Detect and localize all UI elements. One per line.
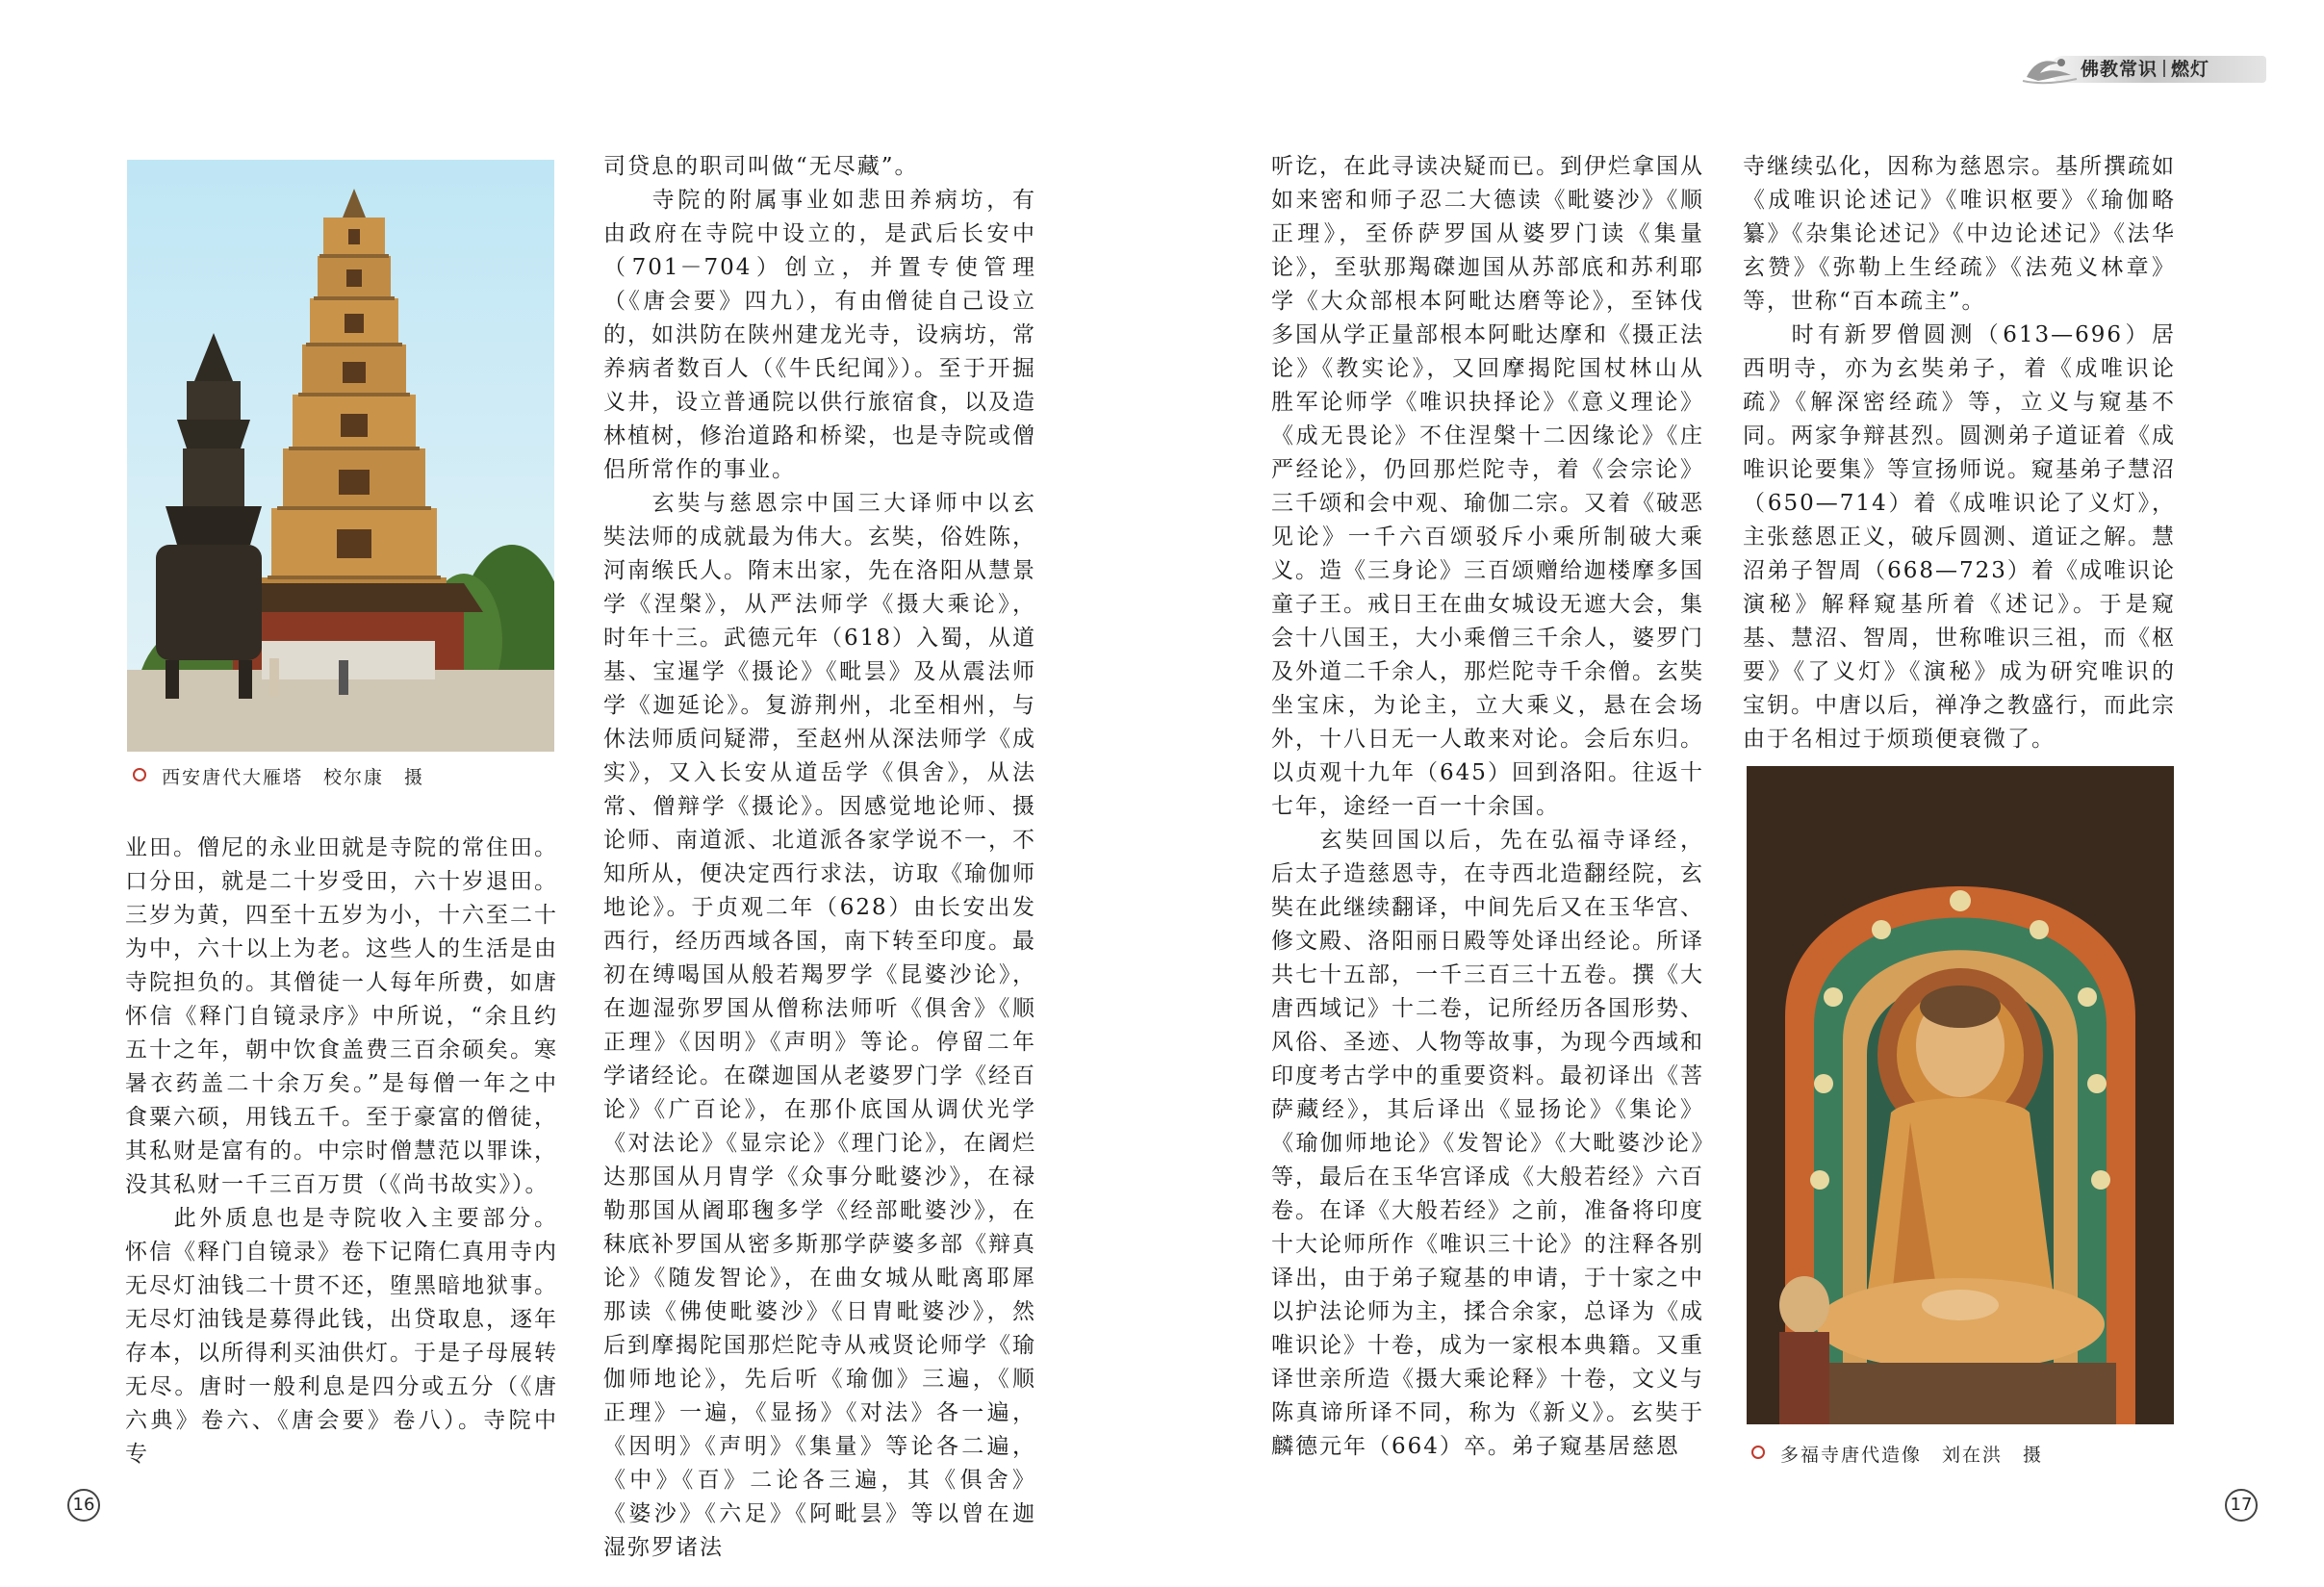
paragraph: 寺院的附属事业如悲田养病坊，有由政府在寺院中设立的，是武后长安中（701－704）创立，并置专使管理（《唐会要》四九），有由僧徒自己设立的，如洪防在陕州建龙光寺，设病坊，常养病者数百人（《牛氏纪闻》）。至于开掘义井，设立普通院以供行旅宿食，以及造林植树，修治道路和桥梁，也是寺院或僧侣所常作的事业。	[603, 188, 1036, 482]
text-column-3	[1271, 150, 1704, 1464]
paragraph: 玄奘与慈恩宗中国三大译师中以玄奘法师的成就最为伟大。玄奘，俗姓陈，河南缑氏人。隋末出家，先在洛阳从慧景学《涅槃》，从严法师学《摄大乘论》，时年十三。武德元年（618）入蜀，从道基、宝暹学《摄论》《毗昙》及从震法师学《迦延论》。复游荆州，北至相州，与休法师质问疑滞，至赵州从深法师学《成实》，又入长安从道岳学《俱舍》，从法常、僧辩学《摄论》。因感觉地论师、摄论师、南道派、北道派各家学说不一，不知所从，便决定西行求法，访取《瑜伽师地论》。于贞观二年（628）由长安出发西行，经历西域各国，南下转至印度。最初在缚喝国从般若羯罗学《昆婆沙论》，在迦湿弥罗国从僧称法师听《俱舍》《顺正理》《因明》《声明》等论。停留二年学诸经论。在磔迦国从老婆罗门学《经百论》《广百论》，在那仆底国从调伏光学《对法论》《显宗论》《理门论》，在阇烂达那国从月胄学《众事分毗婆沙》，在禄勒那国从阇耶毱多学《经部毗婆沙》，在秣底补罗国从密多斯那学萨婆多部《辩真论》《随发智论》，在曲女城从毗离耶犀那读《佛使毗婆沙》《日胄毗婆沙》，然后到摩揭陀国那烂陀寺从戒贤论师学《瑜伽师地论》，先后听《瑜伽》三遍，《顺正理》一遍，《显扬》《对法》各一遍，《因明》《声明》《集量》等论各二遍，《中》《百》二论各三遍，其《俱舍》《婆沙》《六足》《阿毗昙》等以曾在迦湿弥罗诸法	[603, 491, 1036, 1560]
section-header	[2021, 52, 2266, 87]
paragraph: 玄奘回国以后，先在弘福寺译经，后太子造慈恩寺，在寺西北造翻经院，玄奘在此继续翻译，中间先后又在玉华宫、修文殿、洛阳丽日殿等处译出经论。所译共七十五部，一千三百三十五卷。撰《大唐西域记》十二卷，记所经历各国形势、风俗、圣迹、人物等故事，为现今西域和印度考古学中的重要资料。最初译出《菩萨藏经》，其后译出《显扬论》《集论》《瑜伽师地论》《发智论》《大毗婆沙论》等，最后在玉华宫译成《大般若经》六百卷。在译《大般若经》之前，准备将印度十大论师所作《唯识三十论》的注释各别译出，由于弟子窥基的申请，于十家之中以护法论师为主，揉合余家，总译为《成唯识论》十卷，成为一家根本典籍。又重译世亲所造《摄大乘论释》十卷，文义与陈真谛所译不同，称为《新义》。玄奘于麟德元年（664）卒。弟子窥基居慈恩	[1271, 828, 1704, 1459]
text-column-2	[603, 150, 1036, 1565]
page-number-right: 17	[2225, 1489, 2258, 1522]
page-number-left: 16	[67, 1489, 100, 1522]
flying-apsara-icon	[2021, 52, 2079, 87]
buddha-statue-photo	[1747, 766, 2174, 1424]
paragraph: 寺继续弘化，因称为慈恩宗。基所撰疏如《成唯识论述记》《唯识枢要》《瑜伽略纂》《杂集论述记》《中边论述记》《法华玄赞》《弥勒上生经疏》《法苑义林章》等，世称“百本疏主”。	[1743, 154, 2176, 314]
caption-bullet-icon	[133, 768, 146, 781]
text-column-4	[1743, 150, 2176, 756]
paragraph: 司贷息的职司叫做“无尽藏”。	[603, 154, 919, 179]
section-title: 佛教常识 燃灯	[2081, 59, 2210, 80]
paragraph: 此外质息也是寺院收入主要部分。怀信《释门自镜录》卷下记隋仁真用寺内无尽灯油钱二十贯不还，堕黑暗地狱事。无尽灯油钱是募得此钱，出贷取息，逐年存本，以所得利买油供灯。于是子母展转无尽。唐时一般利息是四分或五分（《唐六典》卷六、《唐会要》卷八）。寺院中专	[125, 1206, 558, 1467]
paragraph: 时有新罗僧圆测（613—696）居西明寺，亦为玄奘弟子，着《成唯识论疏》《解深密经疏》等，立义与窥基不同。两家争辩甚烈。圆测弟子道证着《成唯识论要集》等宣扬师说。窥基弟子慧沼（650—714）着《成唯识论了义灯》，主张慈恩正义，破斥圆测、道证之解。慧沼弟子智周（668—723）着《成唯识论演秘》解释窥基所着《述记》。于是窥基、慧沼、智周，世称唯识三祖，而《枢要》《了义灯》《演秘》成为研究唯识的宝钥。中唐以后，禅净之教盛行，而此宗由于名相过于烦琐便衰微了。	[1743, 322, 2176, 752]
text-column-1	[125, 832, 558, 1472]
buddha-photo-caption: 多福寺唐代造像 刘在洪 摄	[1751, 1444, 2043, 1467]
caption-bullet-icon	[1751, 1446, 1765, 1459]
pagoda-photo-caption: 西安唐代大雁塔 校尔康 摄	[133, 766, 424, 789]
pagoda-photo	[127, 160, 554, 752]
paragraph: 听讫，在此寻读决疑而已。到伊烂拿国从如来密和师子忍二大德读《毗婆沙》《顺正理》，至侨萨罗国从婆罗门读《集量论》，至驮那羯磔迦国从苏部底和苏利耶学《大众部根本阿毗达磨等论》，至钵伐多国从学正量部根本阿毗达摩和《摄正法论》《教实论》，又回摩揭陀国杖林山从胜军论师学《唯识抉择论》《意义理论》《成无畏论》不住涅槃十二因缘论》《庄严经论》，仍回那烂陀寺，着《会宗论》三千颂和会中观、瑜伽二宗。又着《破恶见论》一千六百颂驳斥小乘所制破大乘义。造《三身论》三百颂赠给迦楼摩多国童子王。戒日王在曲女城设无遮大会，集会十八国王，大小乘僧三千余人，婆罗门及外道二千余人，那烂陀寺千余僧。玄奘坐宝床，为论主，立大乘义，悬在会场外，十八日无一人敢来对论。会后东归。以贞观十九年（645）回到洛阳。往返十七年，途经一百一十余国。	[1271, 154, 1704, 819]
paragraph: 业田。僧尼的永业田就是寺院的常住田。口分田，就是二十岁受田，六十岁退田。三岁为黄，四至十五岁为小，十六至二十为中，六十以上为老。这些人的生活是由寺院担负的。其僧徒一人每年所费，如唐怀信《释门自镜录序》中所说，“余且约五十之年，朝中饮食盖费三百余硕矣。寒暑衣药盖二十余万矣。”是每僧一年之中食粟六硕，用钱五千。至于豪富的僧徒，其私财是富有的。中宗时僧慧范以罪诛，没其私财一千三百万贯（《尚书故实》）。	[125, 835, 558, 1197]
